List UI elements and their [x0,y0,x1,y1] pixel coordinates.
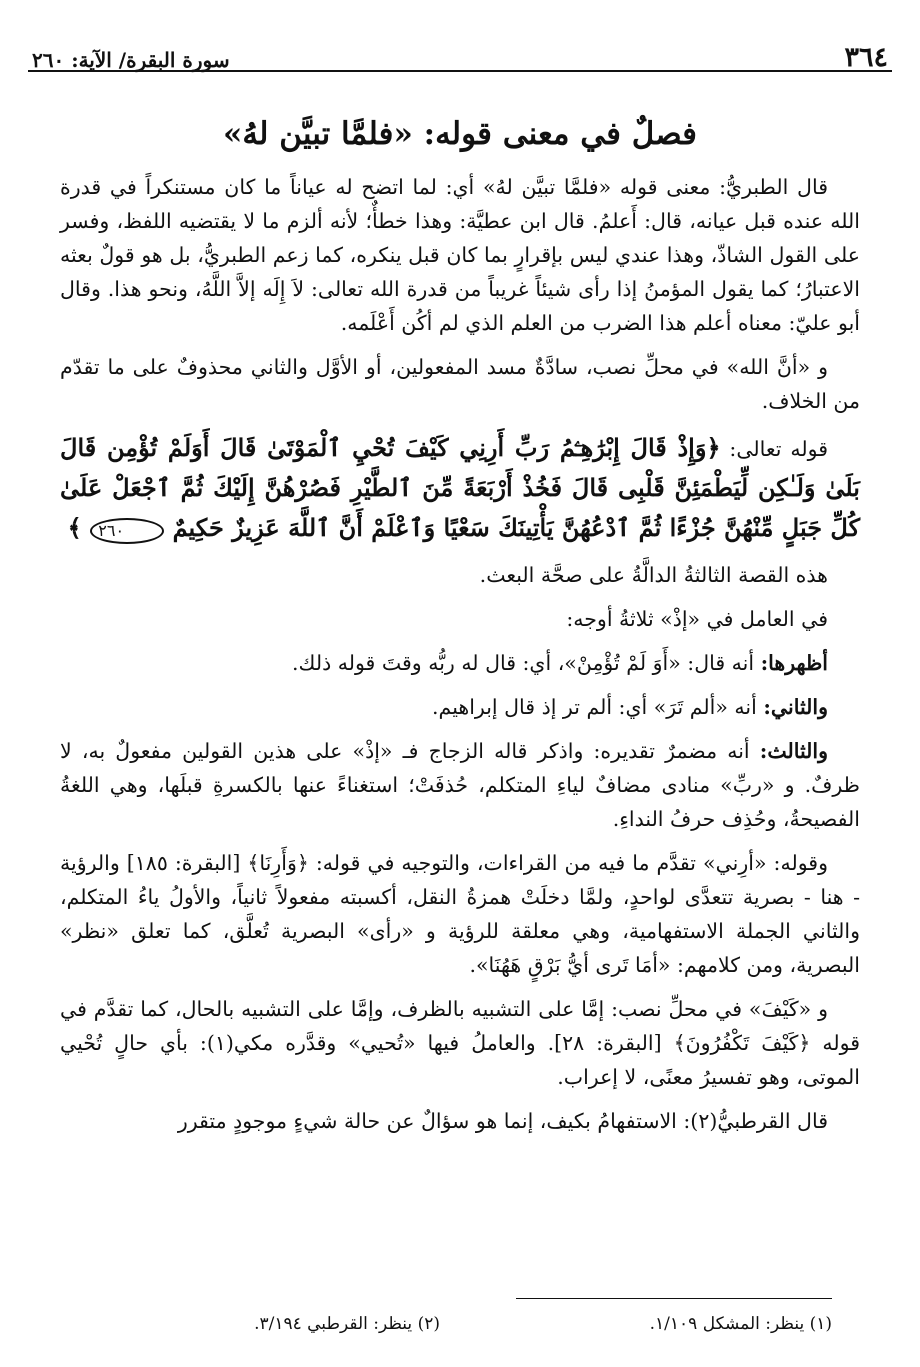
footnote-rule [516,1298,832,1299]
paragraph [60,734,860,836]
page-header [28,42,892,82]
paragraph [60,690,860,724]
section-title: فصلٌ في معنى قوله: «فلمَّا تبيَّن لهُ» [223,116,697,152]
footnote-2: (٢) ينظر: القرطبي ٣/١٩٤. [254,1314,440,1334]
paragraph: قال الطبريُّ: معنى قوله «فلمَّا تبيَّن لهُ» أي: لما اتضح له عياناً ما كان مستنكراً في قدرة الله عنده قبل عيانه، قال: أَعلمُ. قال ابن عطيَّة: وهذا خطأٌ؛ لأنه ألزم ما لا يقتضيه اللفظ، وفسر على القول الشاذّ، وهذا عندي ليس بإقرارٍ بما كان قبل ينكره، كما زعم الطبريُّ، بل هو قولٌ بعثه الاعتبارُ؛ كما يقول المؤمنُ إذا رأى شيئاً غريباً من قدرة الله تعالى: لاَ إِلَه إلاَّ اللَّهُ، ونحو هذا. وقال أبو عليّ: معناه أعلم هذا الضرب من العلم الذي لم أكُن أَعْلَمه. [60,175,860,335]
verse-block [60,428,860,548]
lead-word: والثالث: [759,739,828,763]
quran-verse: ﴿وَإِذْ قَالَ إِبْرَٰهِـۧمُ رَبِّ أَرِنِي كَيْفَ تُحْيِ ٱلْمَوْتَىٰ قَالَ أَوَلَمْ تُؤْمِن قَالَ بَلَىٰ وَلَـٰكِن لِّيَطْمَئِنَّ قَلْبِى قَالَ فَخُذْ أَرْبَعَةً مِّنَ ٱلطَّيْرِ فَصُرْهُنَّ إِلَيْكَ ثُمَّ ٱجْعَلْ عَلَىٰ كُلِّ جَبَلٍ مِّنْهُنَّ جُزْءًا ثُمَّ ٱدْعُهُنَّ يَأْتِينَكَ سَعْيًا وَٱعْلَمْ أَنَّ ٱللَّهَ عَزِيزٌ حَكِيمٌ [60,433,860,542]
paragraph: وقوله: «أرِني» تقدَّم ما فيه من القراءات، والتوجيه في قوله: ﴿وَأَرِنَا﴾ [البقرة: ١٨٥] والرؤية - هنا - بصرية تتعدَّى لواحدٍ، ولمَّا دخلَتْ همزةُ النقل، أكسبته مفعولاً ثانياً، والأولُ ياءُ المتكلم، والثاني الجملة الاستفهامية، وهي معلقة للرؤية و «رأى» البصرية تُعلَّق، كما تعلق «نظر» البصرية، ومن كلامهم: «أمَا تَرى أيُّ بَرْقٍ هَهُنَا». [60,851,860,977]
page-number: ٣٦٤ [844,42,888,73]
lead-text: أنه «ألم تَرَ» أي: ألم تر إذ قال إبراهيم. [432,695,757,719]
paragraph: و «كَيْفَ» في محلِّ نصب: إمَّا على التشبيه بالظرف، وإمَّا على التشبيه بالحال، كما تقدَّم في قوله ﴿كَيْفَ تَكْفُرُونَ﴾ [البقرة: ٢٨]. والعاملُ فيها «تُحيي» وقدَّره مكي(١): بأي حالٍ تُحْيي الموتى، وهو تفسيرُ معنًى، لا إعراب. [60,997,861,1089]
lead-text: أنه قال: «أَوَ لَمْ تُؤْمِنْ»، أي: قال له ربُّه وقتَ قوله ذلك. [292,651,755,675]
paragraph: و «أنَّ الله» في محلِّ نصب، سادَّةٌ مسد المفعولين، أو الأوَّل والثاني محذوفٌ على ما تقدّم من الخلاف. [60,355,860,413]
paragraph [60,646,860,680]
lead-word: والثاني: [763,695,828,719]
verse-close-bracket: ﴾ [67,513,82,542]
main-text [60,170,860,1148]
ayah-number-badge: ٢٦٠ [90,518,164,544]
verse-intro: قوله تعالى: [729,437,828,461]
paragraph: قال القرطبيُّ(٢): الاستفهامُ بكيف، إنما هو سؤالٌ عن حالة شيءٍ موجودٍ متقرر [177,1109,828,1133]
footnote-1: (١) ينظر: المشكل ١/١٠٩. [649,1314,832,1334]
paragraph: في العامل في «إذْ» ثلاثةُ أوجه: [566,607,828,631]
header-rule [28,70,892,72]
lead-word: أظهرها: [760,651,828,675]
paragraph: هذه القصة الثالثةُ الدالَّةُ على صحَّة البعث. [479,563,828,587]
sura-reference: سورة البقرة/ الآية: ٢٦٠ [32,48,230,72]
lead-text: أنه مضمرٌ تقديره: واذكر قاله الزجاج فـ «إذْ» على هذين القولين مفعولٌ به، لا ظرفٌ. و «ربِّ» منادى مضافٌ لياءِ المتكلم، حُذفَتْ؛ استغناءً عنها بالكسرةِ قبلَها، وهي اللغةُ الفصيحةُ، وحُذِف حرفُ النداءِ. [60,739,860,831]
